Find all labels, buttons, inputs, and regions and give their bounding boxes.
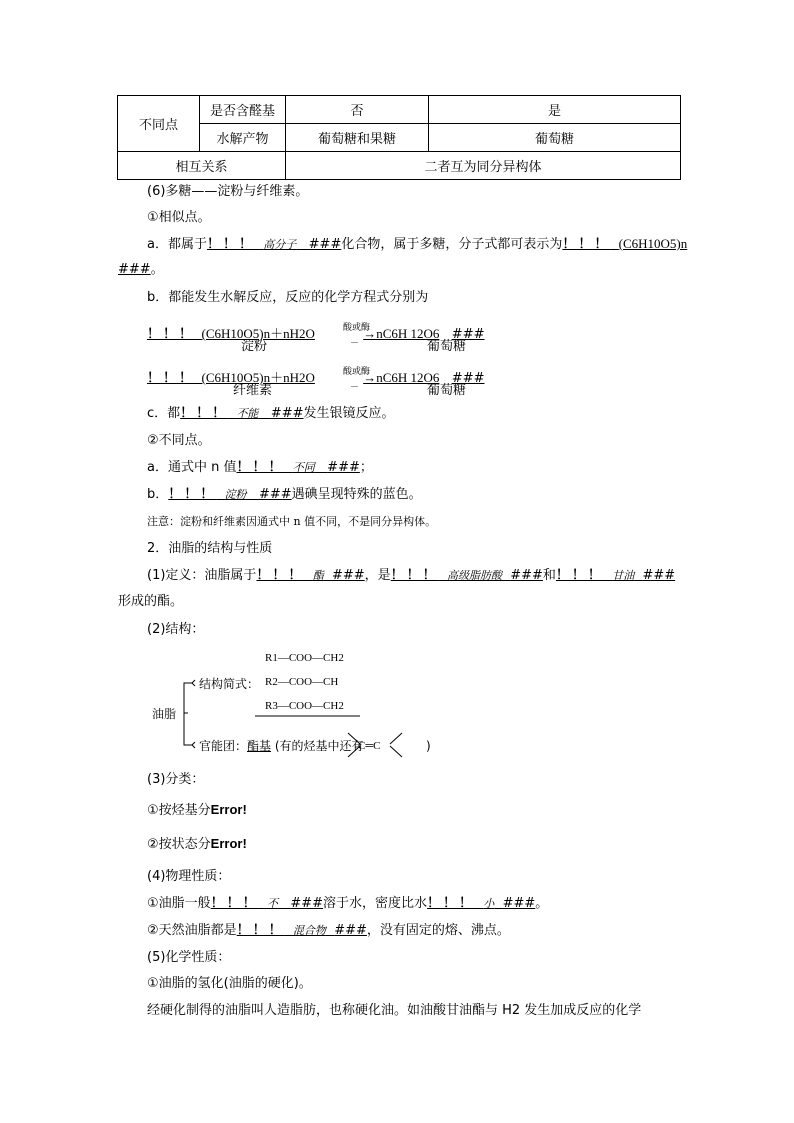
text: b． — [147, 487, 169, 502]
paragraph — [147, 487, 422, 503]
answer: 不 — [266, 897, 278, 910]
text: 发生银镜反应。 — [303, 406, 395, 421]
marker: ！！！ — [555, 568, 604, 583]
blank — [147, 370, 315, 385]
subheading: (5)化学性质： — [147, 950, 231, 965]
reaction-condition: － — [350, 339, 360, 349]
text: ①按烃基分 — [147, 803, 211, 818]
reaction-condition: 酸或酶 — [343, 367, 371, 377]
section-heading: (6)多糖——淀粉与纤维素。 — [147, 184, 309, 199]
text: ②天然油脂都是 — [147, 923, 237, 938]
text: ) — [426, 739, 431, 753]
text: 和 — [542, 568, 556, 583]
answer: 不同 — [292, 461, 315, 474]
section-heading: 2．油脂的结构与性质 — [147, 541, 273, 556]
answer: 淀粉 — [224, 488, 247, 501]
functional-group — [199, 738, 364, 754]
answer: 高级脂肪酸 — [446, 569, 502, 582]
blank — [180, 406, 303, 421]
text: (1)定义：油脂属于 — [147, 568, 257, 583]
table-cell: 葡萄糖和果糖 — [286, 124, 429, 152]
marker: ！！！ — [147, 370, 196, 385]
text: c．都 — [147, 406, 181, 421]
text: a．通式中 n 值 — [147, 460, 237, 475]
text: ； — [359, 460, 373, 475]
text: 。 — [150, 262, 164, 277]
answer: 酯基 — [247, 739, 272, 753]
bond-line — [390, 733, 402, 744]
paragraph — [147, 236, 687, 253]
text: 。 — [535, 896, 549, 911]
blank — [168, 487, 291, 502]
label: 结构简式： — [199, 677, 260, 691]
marker: ### — [510, 568, 543, 583]
marker: ！！！ — [427, 896, 476, 911]
table-cell: 相互关系 — [118, 152, 286, 180]
text: ②按状态分 — [147, 837, 211, 852]
paragraph — [147, 568, 675, 584]
text: 遇碘呈现特殊的蓝色。 — [291, 487, 422, 502]
marker: ### — [118, 262, 151, 277]
answer: 甘油 — [612, 569, 635, 582]
subheading: (2)结构： — [147, 622, 205, 637]
marker: ### — [331, 568, 365, 583]
marker: ！！！ — [147, 326, 196, 341]
marker: ！！！ — [256, 568, 305, 583]
label: 油脂 — [152, 707, 177, 721]
marker: ### — [308, 237, 342, 252]
paragraph: b．都能发生水解反应，反应的化学方程式分别为 — [147, 290, 429, 305]
table-row — [118, 124, 681, 152]
label: 淀粉 — [241, 339, 268, 354]
blank — [211, 896, 323, 911]
reaction-condition: 酸或酶 — [343, 323, 371, 333]
answer: 高分子 — [263, 238, 297, 251]
paragraph: ①油脂的氢化(油脂的硬化)。 — [147, 976, 312, 991]
marker: ### — [334, 923, 367, 938]
blank — [556, 568, 675, 583]
formula: →nC6H 12O6 — [363, 326, 440, 341]
blank — [256, 568, 364, 583]
blank — [236, 460, 359, 475]
marker: ！！！ — [180, 406, 229, 421]
reaction-condition: － — [350, 383, 360, 393]
answer: 混合物 — [292, 924, 326, 937]
paragraph — [147, 923, 510, 939]
marker: ！！！ — [562, 237, 611, 252]
blank — [427, 896, 535, 911]
blank — [207, 237, 341, 252]
subheading: ①相似点。 — [147, 210, 211, 225]
marker: ！！！ — [236, 923, 285, 938]
table-cell: 不同点 — [118, 96, 200, 152]
blank — [237, 923, 367, 938]
table-cell: 葡萄糖 — [429, 124, 681, 152]
marker: ### — [642, 568, 676, 583]
formula: →nC6H 12O6 — [363, 370, 440, 385]
marker: ！！！ — [390, 568, 439, 583]
formula: C═C — [358, 740, 381, 752]
table-cell: 是否含醛基 — [200, 96, 286, 124]
text: ，没有固定的熔、沸点。 — [366, 923, 510, 938]
subheading: (4)物理性质： — [147, 869, 231, 884]
marker: ### — [451, 371, 485, 386]
text: ，是 — [364, 568, 391, 583]
marker: ！！！ — [236, 460, 285, 475]
answer: 酯 — [312, 569, 324, 582]
blank — [147, 326, 315, 341]
paragraph — [147, 460, 373, 476]
bond-line — [390, 746, 402, 757]
marker: ### — [270, 406, 304, 421]
arrow-icon — [192, 680, 195, 748]
label: 葡萄糖 — [427, 339, 467, 354]
blank — [562, 237, 687, 252]
marker: ### — [290, 896, 324, 911]
marker: ### — [451, 327, 485, 342]
bracket-line — [184, 683, 192, 745]
formula: R2—COO—CH — [265, 676, 339, 688]
marker: ### — [327, 460, 360, 475]
paragraph — [147, 836, 247, 853]
table-row — [118, 152, 681, 180]
paragraph — [118, 262, 164, 278]
paragraph: 形成的酯。 — [118, 594, 184, 609]
paragraph — [147, 802, 247, 819]
text: 化合物，属于多糖，分子式都可表示为 — [341, 237, 563, 252]
subheading: (3)分类： — [147, 772, 205, 787]
marker: ！！！ — [168, 487, 217, 502]
text: (有的烃基中还有 — [274, 739, 364, 753]
formula: R1—COO—CH2 — [265, 652, 344, 664]
text: 溶于水，密度比水 — [323, 896, 428, 911]
marker: ！！！ — [206, 237, 255, 252]
answer: 小 — [483, 897, 495, 910]
formula: (C6H10O5)n — [618, 236, 688, 251]
text: a．都属于 — [147, 237, 207, 252]
label: 纤维素 — [233, 383, 273, 398]
paragraph — [147, 896, 548, 912]
table-cell: 否 — [286, 96, 429, 124]
formula: (C6H10O5)n＋nH2O — [201, 370, 315, 385]
error-text: Error! — [210, 802, 247, 817]
formula: (C6H10O5)n＋nH2O — [201, 326, 315, 341]
blank — [391, 568, 543, 583]
label: 葡萄糖 — [427, 383, 467, 398]
text: 官能团： — [199, 739, 248, 753]
marker: ### — [502, 896, 536, 911]
table-cell: 是 — [429, 96, 681, 124]
marker: ！！！ — [210, 896, 259, 911]
note: 注意：淀粉和纤维素因通式中 n 值不同，不是同分异构体。 — [147, 515, 437, 528]
text: ①油脂一般 — [147, 896, 211, 911]
table-cell: 水解产物 — [200, 124, 286, 152]
formula: R3—COO—CH2 — [265, 700, 344, 712]
paragraph — [147, 406, 395, 422]
comparison-table — [117, 95, 681, 180]
subheading: ②不同点。 — [147, 433, 211, 448]
table-row — [118, 96, 681, 124]
marker: ### — [258, 487, 292, 502]
paragraph: 经硬化制得的油脂叫人造脂肪，也称硬化油。如油酸甘油酯与 H2 发生加成反应的化学 — [147, 1003, 642, 1018]
error-text: Error! — [210, 836, 247, 851]
table-cell: 二者互为同分异构体 — [286, 152, 681, 180]
answer: 不能 — [236, 407, 259, 420]
